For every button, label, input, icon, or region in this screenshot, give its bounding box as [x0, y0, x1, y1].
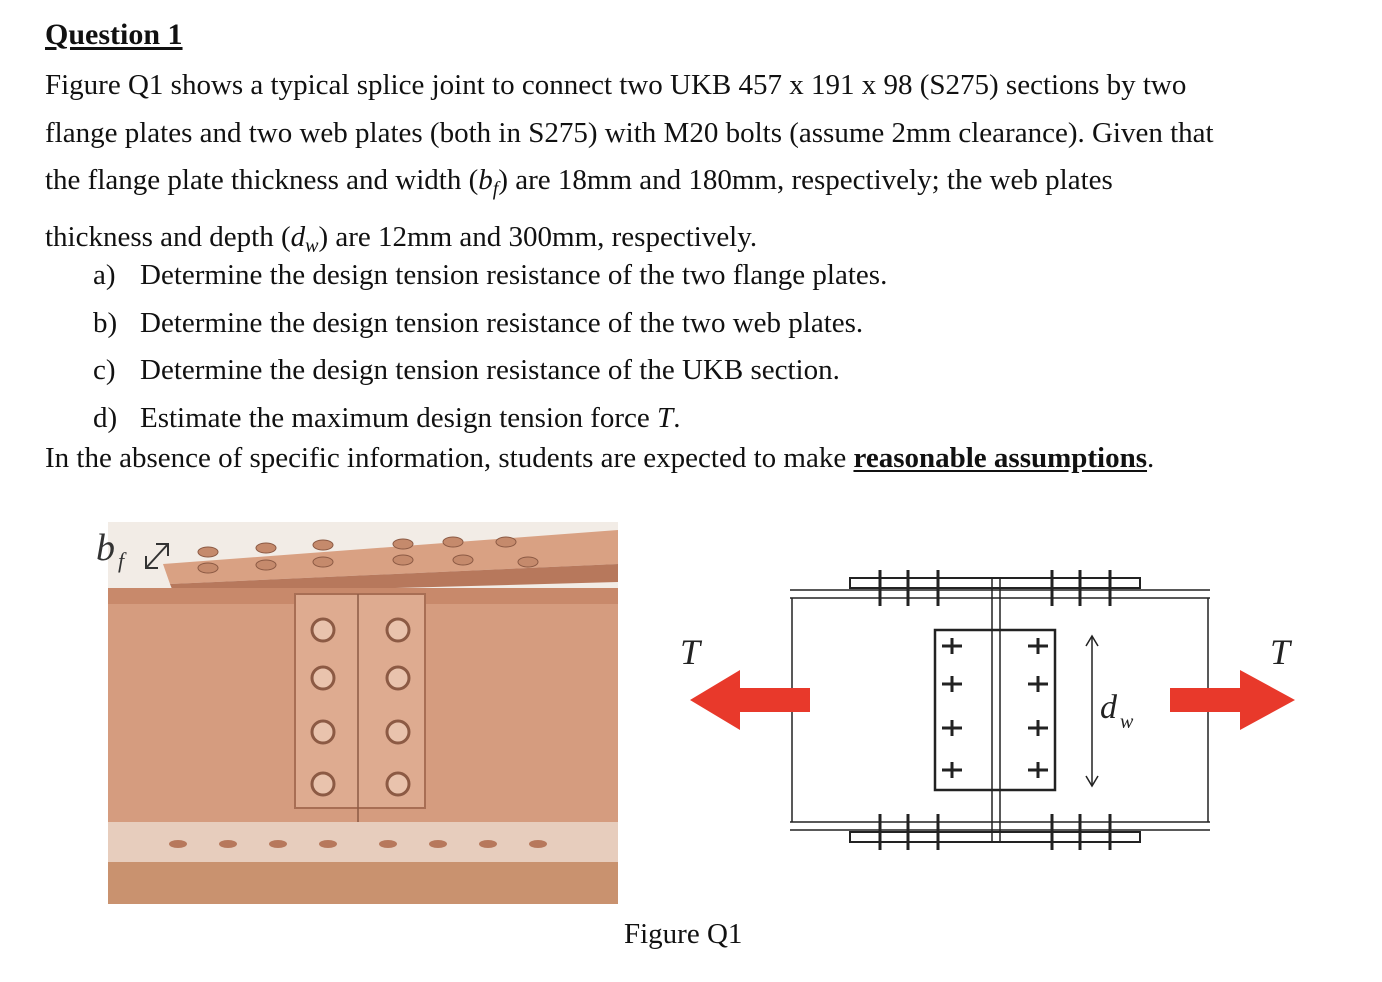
- line4-text-a: thickness and depth (: [45, 220, 291, 253]
- splice-schematic: [680, 560, 1320, 870]
- depth-subscript: w: [1120, 711, 1134, 733]
- force-symbol: T: [657, 401, 674, 434]
- list-item: [93, 347, 887, 395]
- web-depth-subscript: w: [305, 234, 319, 257]
- list-item: [93, 252, 887, 300]
- line3-text-b: ) are 18mm and 180mm, respectively; the web plates: [498, 164, 1113, 196]
- photo-flange-label: b: [96, 527, 115, 569]
- depth-dimension-arrow: [1086, 636, 1098, 786]
- item-label: d): [93, 401, 118, 434]
- flange-width-symbol: b: [478, 164, 493, 196]
- photo-flange-subscript: f: [118, 548, 125, 573]
- flange-bolt-lines: [880, 570, 1110, 850]
- list-item: [93, 395, 887, 443]
- item-text: Determine the design tension resistance of the UKB section.: [140, 354, 840, 386]
- assumptions-note: [45, 442, 1154, 475]
- bottom-flange-plate-schematic: [850, 832, 1140, 842]
- depth-label: d: [1100, 689, 1117, 726]
- figure-caption: Figure Q1: [624, 918, 743, 950]
- paragraph-line-1: Figure Q1 shows a typical splice joint to connect two UKB 457 x 191 x 98 (S275) sections by two: [45, 69, 1187, 101]
- item-label: a): [93, 259, 116, 291]
- item-suffix: .: [673, 401, 681, 434]
- item-label: b): [93, 306, 118, 339]
- note-suffix: .: [1147, 442, 1155, 474]
- lower-beam: [108, 862, 618, 904]
- note-prefix: In the absence of specific information, students are expected to make: [45, 442, 854, 474]
- item-label: c): [93, 354, 116, 386]
- note-emphasis: reasonable assumptions: [853, 442, 1148, 474]
- right-force-label: T: [1270, 632, 1291, 672]
- paragraph-line-3: [45, 157, 1345, 214]
- top-flange-plate-schematic: [850, 578, 1140, 588]
- item-text: Determine the design tension resistance of the two web plates.: [140, 306, 864, 339]
- web-bolts-schematic: [942, 638, 1048, 778]
- line3-text-a: the flange plate thickness and width (: [45, 164, 479, 196]
- question-paragraph: [45, 62, 1345, 270]
- splice-joint-photo: [96, 522, 618, 904]
- question-items: [93, 252, 887, 442]
- right-force-arrow: [1170, 670, 1295, 730]
- line4-text-b: ) are 12mm and 300mm, respectively.: [318, 220, 758, 253]
- splice-gap-schematic: [992, 578, 1000, 842]
- flange-width-subscript: f: [492, 178, 499, 200]
- web-depth-symbol: d: [290, 220, 306, 253]
- list-item: [93, 300, 887, 348]
- item-text: Estimate the maximum design tension force: [140, 401, 658, 434]
- item-text: Determine the design tension resistance of the two flange plates.: [140, 259, 888, 291]
- question-title: Question 1: [45, 18, 183, 51]
- paragraph-line-2: flange plates and two web plates (both in S275) with M20 bolts (assume 2mm clearance). Given that: [45, 116, 1214, 149]
- left-force-label: T: [680, 632, 701, 672]
